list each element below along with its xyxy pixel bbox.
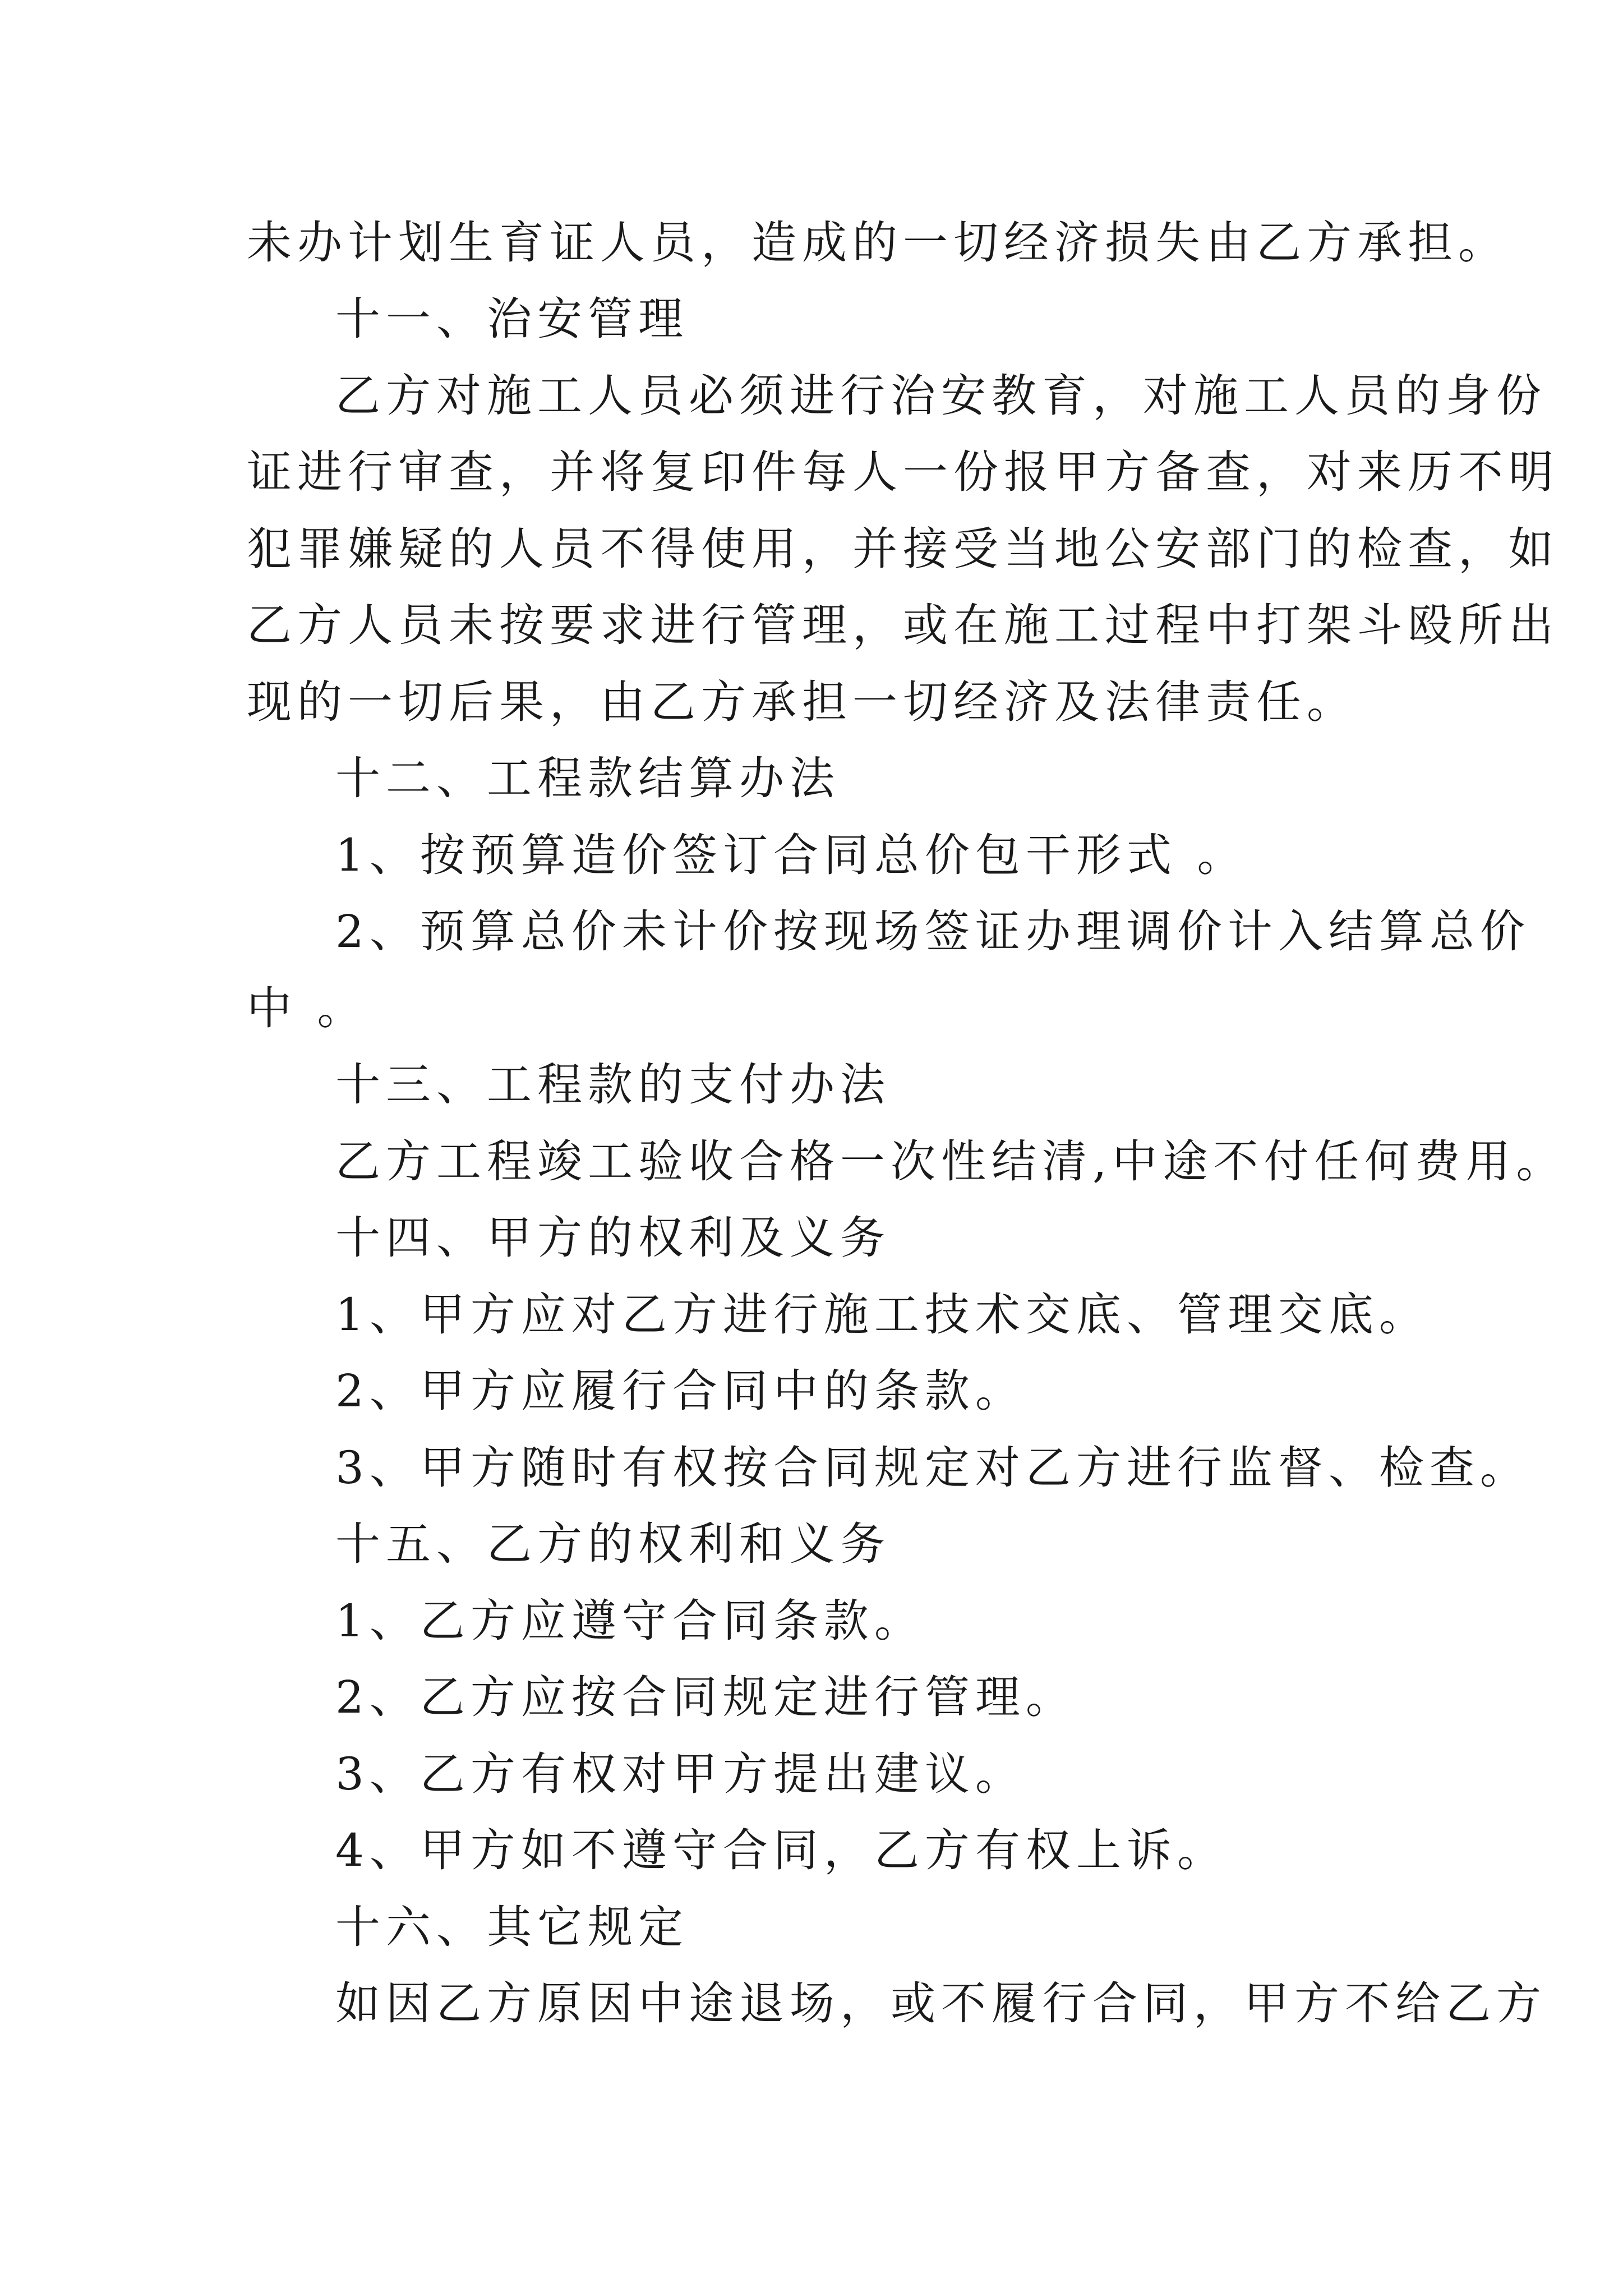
list-item: 1、乙方应遵守合同条款。 bbox=[335, 1595, 925, 1647]
section-heading-16: 十六、其它规定 bbox=[335, 1901, 689, 1953]
body-text-line: 现的一切后果，由乙方承担一切经济及法律责任。 bbox=[247, 676, 1357, 728]
body-text-line: 乙方人员未按要求进行管理，或在施工过程中打架斗殴所出 bbox=[247, 599, 1559, 651]
list-item: 2、乙方应按合同规定进行管理。 bbox=[335, 1671, 1076, 1723]
body-text-line: 犯罪嫌疑的人员不得使用，并接受当地公安部门的检查，如 bbox=[247, 523, 1559, 575]
list-item: 4、甲方如不遵守合同，乙方有权上诉。 bbox=[335, 1824, 1228, 1876]
section-heading-14: 十四、甲方的权利及义务 bbox=[335, 1212, 891, 1264]
list-item: 1、甲方应对乙方进行施工技术交底、管理交底。 bbox=[335, 1289, 1430, 1341]
list-item: 2、预算总价未计价按现场签证办理调价计入结算总价 bbox=[335, 905, 1530, 958]
body-text-line: 未办计划生育证人员，造成的一切经济损失由乙方承担。 bbox=[247, 217, 1509, 269]
list-item: 3、甲方随时有权按合同规定对乙方进行监督、检查。 bbox=[335, 1442, 1530, 1494]
section-heading-11: 十一、治安管理 bbox=[335, 293, 689, 345]
body-text-line: 乙方工程竣工验收合格一次性结清,中途不付任何费用。 bbox=[335, 1135, 1567, 1188]
body-text-line: 乙方对施工人员必须进行治安教育，对施工人员的身份 bbox=[335, 370, 1547, 422]
body-text-line: 中 。 bbox=[247, 982, 368, 1034]
body-text-line: 如因乙方原因中途退场，或不履行合同，甲方不给乙方 bbox=[335, 1977, 1547, 2030]
list-item: 1、按预算造价签订合同总价包干形式 。 bbox=[335, 829, 1248, 881]
list-item: 2、甲方应履行合同中的条款。 bbox=[335, 1365, 1026, 1417]
section-heading-13: 十三、工程款的支付办法 bbox=[335, 1059, 891, 1111]
body-text-line: 证进行审查，并将复印件每人一份报甲方备查，对来历不明 bbox=[247, 446, 1559, 498]
list-item: 3、乙方有权对甲方提出建议。 bbox=[335, 1748, 1026, 1800]
section-heading-15: 十五、乙方的权利和义务 bbox=[335, 1518, 891, 1570]
section-heading-12: 十二、工程款结算办法 bbox=[335, 752, 840, 804]
